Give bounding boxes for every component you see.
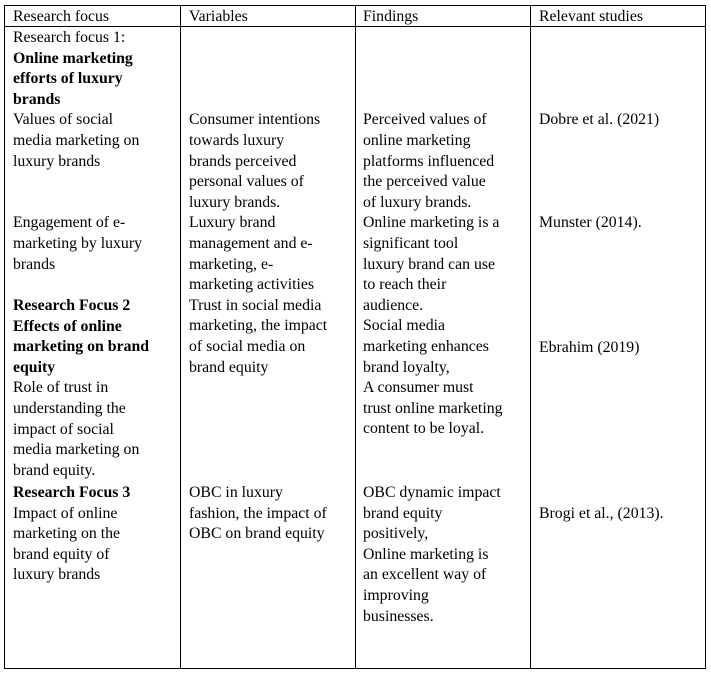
findings-line: of luxury brands. — [363, 193, 472, 211]
variables-line: marketing, e- — [189, 255, 274, 273]
focus1-label: Research focus 1: — [13, 29, 126, 46]
focus1-title-line: Online marketing — [13, 49, 133, 67]
findings-line: brand equity — [363, 504, 443, 522]
study-reference: Dobre et al. (2021) — [539, 111, 660, 129]
focus-text-line: media marketing on — [13, 132, 140, 149]
focus-text-line: Engagement of e- — [13, 214, 126, 232]
findings-line: improving — [363, 587, 429, 604]
findings-line: an excellent way of — [363, 566, 487, 584]
findings-line: businesses. — [363, 607, 434, 625]
focus-text-line: impact of social — [13, 420, 114, 438]
focus2-title-line: Effects of online — [13, 317, 122, 335]
focus2-title-line: marketing on brand — [13, 338, 150, 356]
column-divider — [355, 6, 356, 668]
findings-line: Online marketing is — [363, 545, 489, 563]
variables-line: Consumer intentions — [189, 111, 321, 129]
findings-line: significant tool — [363, 235, 459, 252]
variables-line: OBC in luxury — [189, 484, 283, 501]
focus-text-line: marketing by luxury — [13, 235, 142, 252]
findings-line: A consumer must — [363, 379, 474, 397]
variables-line: marketing, the impact — [189, 317, 328, 335]
variables-line: luxury brands. — [189, 193, 281, 211]
header-findings: Findings — [363, 8, 419, 25]
variables-line: Trust in social media — [189, 296, 322, 314]
focus-text-line: understanding the — [13, 400, 126, 417]
focus-text-line: brand equity of — [13, 545, 110, 563]
column-divider — [180, 6, 181, 668]
focus1-title-line: efforts of luxury — [13, 70, 123, 88]
focus-text-line: Impact of online — [13, 504, 118, 522]
focus-text-line: luxury brands — [13, 152, 101, 170]
focus2-title-line: Research Focus 2 — [13, 297, 131, 314]
variables-line: marketing activities — [189, 276, 315, 294]
findings-line: to reach their — [363, 276, 447, 294]
study-reference: Ebrahim (2019) — [539, 338, 640, 356]
findings-line: brand loyalty, — [363, 358, 450, 376]
findings-line: OBC dynamic impact — [363, 484, 501, 501]
focus-text-line: luxury brands — [13, 566, 101, 584]
findings-line: platforms influenced — [363, 152, 495, 170]
header-research-focus: Research focus — [13, 8, 110, 25]
findings-line: positively, — [363, 525, 429, 543]
findings-line: audience. — [363, 296, 424, 314]
findings-line: Perceived values of — [363, 111, 487, 129]
focus3-title-line: Research Focus 3 — [13, 484, 131, 501]
findings-line: Online marketing is a — [363, 214, 500, 232]
variables-line: fashion, the impact of — [189, 504, 327, 522]
focus-text-line: brands — [13, 255, 56, 273]
findings-line: content to be loyal. — [363, 420, 485, 438]
variables-line: brand equity — [189, 358, 269, 376]
findings-line: the perceived value — [363, 173, 486, 191]
findings-line: Social media — [363, 317, 446, 335]
focus-text-line: Role of trust in — [13, 379, 109, 397]
variables-line: management and e- — [189, 235, 313, 252]
findings-line: marketing enhances — [363, 338, 489, 355]
study-reference: Munster (2014). — [539, 214, 642, 232]
variables-line: of social media on — [189, 338, 306, 355]
study-reference: Brogi et al., (2013). — [539, 505, 664, 522]
focus-text-line: brand equity. — [13, 461, 96, 479]
research-table — [4, 5, 706, 669]
header-variables: Variables — [189, 8, 248, 25]
findings-line: online marketing — [363, 132, 471, 149]
variables-line: OBC on brand equity — [189, 525, 325, 543]
focus-text-line: marketing on the — [13, 525, 121, 543]
focus2-title-line: equity — [13, 358, 56, 376]
header-relevant-studies: Relevant studies — [539, 8, 643, 25]
focus1-title-line: brands — [13, 90, 61, 108]
findings-line: luxury brand can use — [363, 255, 496, 273]
focus-text-line: Values of social — [13, 111, 114, 129]
variables-line: Luxury brand — [189, 214, 276, 232]
findings-line: trust online marketing — [363, 399, 503, 417]
variables-line: towards luxury — [189, 132, 285, 149]
variables-line: brands perceived — [189, 152, 297, 170]
variables-line: personal values of — [189, 173, 304, 191]
column-divider — [530, 6, 531, 668]
focus-text-line: media marketing on — [13, 441, 140, 459]
